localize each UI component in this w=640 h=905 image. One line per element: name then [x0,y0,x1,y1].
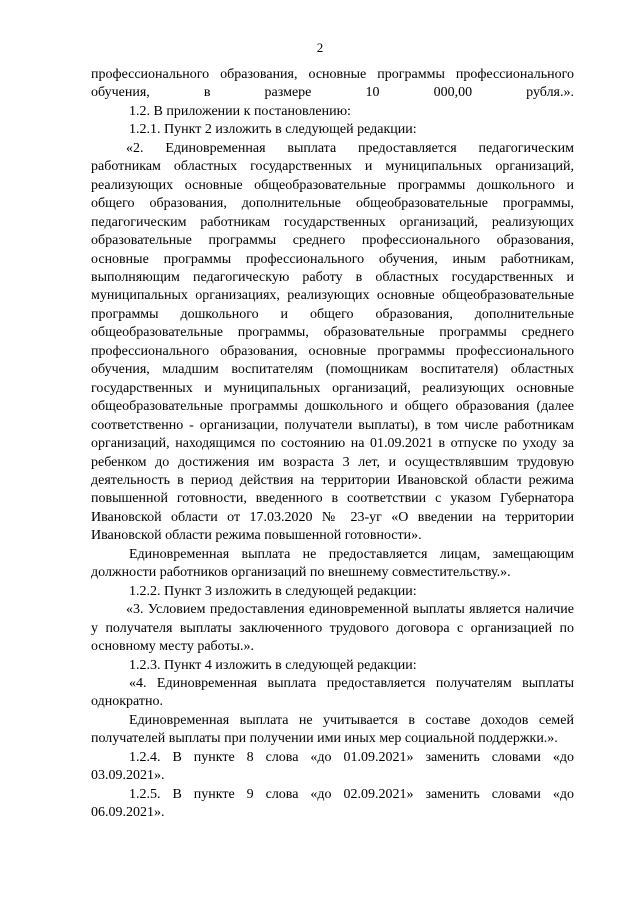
paragraph-point-4-income: Единовременная выплата не учитывается в составе доходов семей получателей выплаты при получении ими иных мер социальной поддержки.». [91,712,574,747]
paragraph-point-2-exclusion: Единовременная выплата не предоставляется лицам, замещающим должности работников организаций по внешнему совместительству.». [91,546,574,581]
paragraph-1-2-1: 1.2.1. Пункт 2 изложить в следующей редакции: [129,122,417,138]
paragraph-1-2-4: 1.2.4. В пункте 8 слова «до 01.09.2021» заменить словами «до 03.09.2021». [91,749,574,784]
paragraph-1-2: 1.2. В приложении к постановлению: [129,103,351,119]
paragraph-point-2: «2. Единовременная выплата предоставляется педагогическим работникам областных государственных и муниципальных организаций, реализующих основные общеобразовательные программы дошкольного и общего образования, дополнительные общеобразовательные программы, педагогическим работникам государственных организаций, реализующих образовательные программы среднего профессионального образования, основные программы профессионального обучения, иным работникам, выполняющим педагогическую работу в областных государственных и муниципальных организациях, реализующих основные общеобразовательные программы дошкольного и общего образования, дополнительные общеобразовательные программы, образовательные программы среднего профессионального образования, основные программы профессионального обучения, младшим воспитателям (помощникам воспитателя) областных государственных и муниципальных организаций, реализующих основные общеобразовательные программы дошкольного и общего образования (далее соответственно - организации, получатели выплаты), в том числе работникам организаций, находящимся по состоянию на 01.09.2021 в отпуске по уходу за ребенком до достижения им возраста 3 лет, и осуществлявшим трудовую деятельность в период действия на территории Ивановской области режима повышенной готовности, введенного в соответствии с указом Губернатора Ивановской области от 17.03.2020 № 23-уг «О введении на территории Ивановской области режима повышенной готовности». [91,140,574,544]
paragraph-point-3: «3. Условием предоставления единовременной выплаты является наличие у получателя выплаты заключенного трудового договора с организацией по основному месту работы.». [91,602,574,655]
page-number: 2 [316,40,324,55]
paragraph-continuation: профессионального образования, основные программы профессионального обучения, в размере 10 000,00 рубля.». [91,67,574,101]
document-body [91,66,574,823]
paragraph-1-2-3: 1.2.3. Пункт 4 изложить в следующей редакции: [129,657,417,673]
paragraph-1-2-5: 1.2.5. В пункте 9 слова «до 02.09.2021» заменить словами «до 06.09.2021». [91,786,574,821]
paragraph-point-4: «4. Единовременная выплата предоставляется получателям выплаты однократно. [91,675,574,710]
paragraph-1-2-2: 1.2.2. Пункт 3 изложить в следующей редакции: [129,583,417,599]
